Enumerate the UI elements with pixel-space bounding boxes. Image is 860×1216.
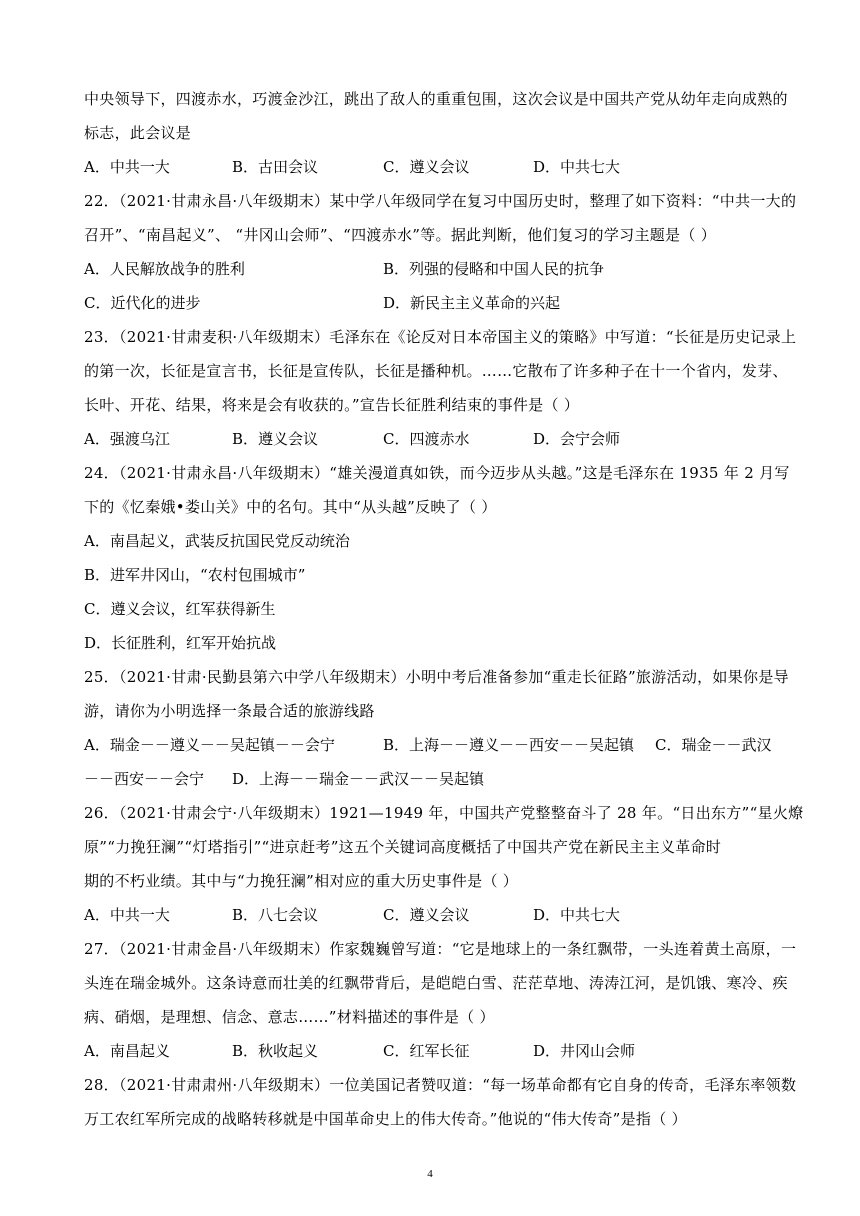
q21-option-a: A．中共一大 [84, 158, 170, 176]
q25-line-2: 游，请你为小明选择一条最合适的旅游线路 [84, 702, 375, 720]
q22-option-c: C．近代化的进步 [84, 294, 201, 312]
q24-line-2: 下的《忆秦娥•娄山关》中的名句。其中“从头越”反映了（ ） [84, 498, 497, 516]
q23-option-b: B．遵义会议 [232, 430, 319, 448]
q22-option-d: D．新民主主义革命的兴起 [383, 294, 561, 312]
q26-option-c: C．遵义会议 [383, 906, 470, 924]
q22-line-2: 召开”、“南昌起义”、 “井冈山会师”、“四渡赤水”等。据此判断，他们复习的学习主题是（ ） [84, 226, 717, 244]
q26-option-b: B．八七会议 [232, 906, 319, 924]
q21-line-2: 标志，此会议是 [84, 124, 192, 142]
q27-line-1: 27．（2021·甘肃金昌·八年级期末）作家魏巍曾写道：“它是地球上的一条红飘带，一头连着黄土高原，一 [84, 940, 797, 958]
q23-line-3: 长叶、开花、结果，将来是会有收获的。”宣告长征胜利结束的事件是（ ） [84, 396, 580, 414]
q27-option-d: D．井冈山会师 [533, 1042, 636, 1060]
q26-option-d: D．中共七大 [533, 906, 621, 924]
q26-line-3: 期的不朽业绩。其中与“力挽狂澜”相对应的重大历史事件是（ ） [84, 872, 519, 890]
q21-option-c: C．遵义会议 [383, 158, 470, 176]
q27-option-a: A．南昌起义 [84, 1042, 170, 1060]
q25-option-a: A．瑞金－－遵义－－吴起镇－－会宁 [84, 736, 335, 754]
q24-line-1: 24．（2021·甘肃永昌·八年级期末）“雄关漫道真如铁，而今迈步从头越。”这是毛泽东在 1935 年 2 月写 [84, 464, 790, 482]
q23-line-2: 的第一次，长征是宣言书，长征是宣传队，长征是播种机。……它散布了许多种子在十一个省内，发芽、 [84, 362, 788, 380]
q24-option-b: B．进军井冈山，“农村包围城市” [84, 566, 306, 584]
q26-line-2: 原”“力挽狂澜”“灯塔指引”“进京赶考”这五个关键词高度概括了中国共产党在新民主主义革命时 [84, 838, 722, 856]
q28-line-2: 万工农红军所完成的战略转移就是中国革命史上的伟大传奇。”他说的“伟大传奇”是指（ ） [84, 1110, 687, 1128]
q28-line-1: 28．（2021·甘肃肃州·八年级期末）一位美国记者赞叹道：“每一场革命都有它自身的传奇，毛泽东率领数 [84, 1076, 797, 1094]
q27-option-b: B．秋收起义 [232, 1042, 319, 1060]
q22-option-a: A．人民解放战争的胜利 [84, 260, 245, 278]
q22-line-1: 22．（2021·甘肃永昌·八年级期末）某中学八年级同学在复习中国历史时，整理了如下资料：“中共一大的 [84, 192, 797, 210]
q27-option-c: C．红军长征 [383, 1042, 470, 1060]
q23-line-1: 23．（2021·甘肃麦积·八年级期末）毛泽东在《论反对日本帝国主义的策略》中写道：“长征是历史记录上 [84, 328, 797, 346]
q25-option-d: D．上海－－瑞金－－武汉－－吴起镇 [232, 770, 485, 788]
q25-option-c-continued: －－西安－－会宁 [84, 770, 205, 788]
q27-line-3: 病、硝烟，是理想、信念、意志……”材料描述的事件是（ ） [84, 1008, 495, 1026]
q27-line-2: 头连在瑞金城外。这条诗意而壮美的红飘带背后，是皑皑白雪、茫茫草地、涛涛江河，是饥饿、寒冷、疾 [84, 974, 788, 992]
q23-option-d: D．会宁会师 [533, 430, 621, 448]
q21-line-1: 中央领导下，四渡赤水，巧渡金沙江，跳出了敌人的重重包围，这次会议是中国共产党从幼年走向成熟的 [84, 90, 788, 108]
q26-option-a: A．中共一大 [84, 906, 170, 924]
q26-line-1: 26．（2021·甘肃会宁·八年级期末）1921—1949 年，中国共产党整整奋斗了 28 年。“日出东方”“星火燎 [84, 804, 804, 822]
q25-option-c: C．瑞金－－武汉 [655, 736, 772, 754]
q21-option-b: B．古田会议 [232, 158, 319, 176]
q25-option-b: B．上海－－遵义－－西安－－吴起镇 [383, 736, 635, 754]
q23-option-a: A．强渡乌江 [84, 430, 170, 448]
q24-option-c: C．遵义会议，红军获得新生 [84, 600, 276, 618]
q25-line-1: 25．（2021·甘肃·民勤县第六中学八年级期末）小明中考后准备参加“重走长征路”旅游活动，如果你是导 [84, 668, 789, 686]
q24-option-d: D．长征胜利，红军开始抗战 [84, 634, 277, 652]
q23-option-c: C．四渡赤水 [383, 430, 470, 448]
q22-option-b: B．列强的侵略和中国人民的抗争 [383, 260, 605, 278]
q24-option-a: A．南昌起义，武装反抗国民党反动统治 [84, 532, 350, 550]
page-number: 4 [427, 1168, 433, 1180]
q21-option-d: D．中共七大 [533, 158, 621, 176]
